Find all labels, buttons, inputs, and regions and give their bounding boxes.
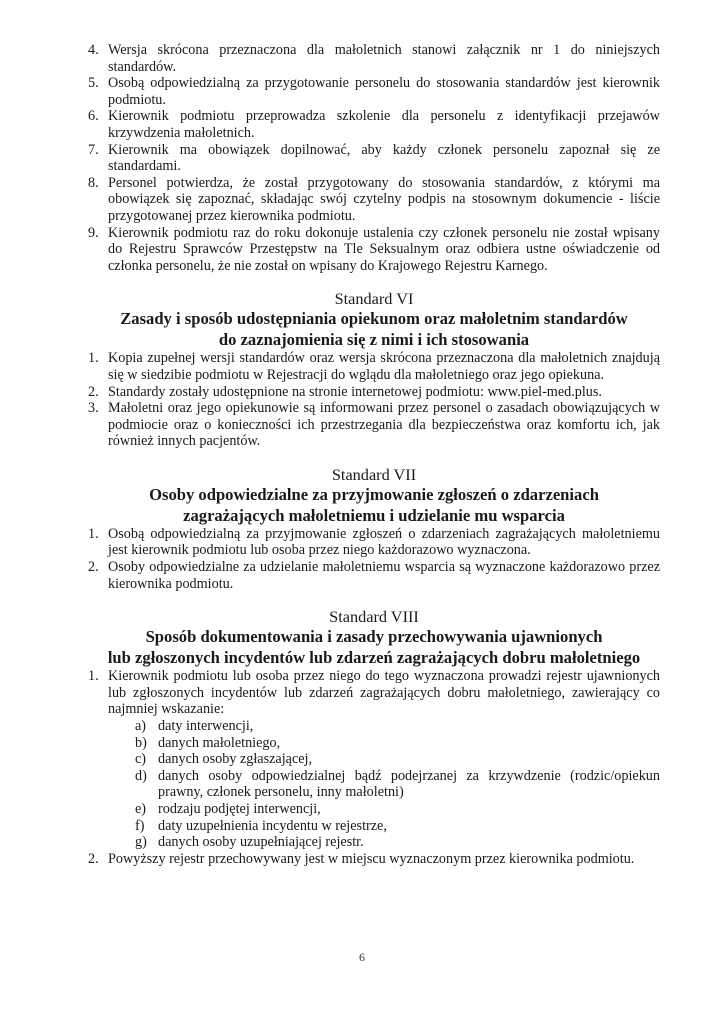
item-letter: a) — [135, 718, 147, 735]
item-text: Kierownik podmiotu lub osoba przez niego do tego wyznaczona prowadzi rejestr ujawnionych lub zgłoszonych incydentów lub zdarzeń zagrażających dobru małoletniego, zawierający co najmniej wskazanie: — [108, 668, 660, 718]
section-heading-line: Zasady i sposób udostępniania opiekunom oraz małoletnim standardów — [120, 309, 628, 329]
item-text: daty interwencji, — [158, 718, 254, 735]
item-letter: g) — [135, 834, 147, 851]
list-item — [88, 108, 660, 141]
section-title: Standard VII — [331, 464, 417, 484]
item-text: Małoletni oraz jego opiekunowie są informowani przez personel o zasadach obowiązujących w podmiocie oraz o konieczności ich przestrzegania dla bezpieczeństwa oraz komfortu ich, jak również innych pacjentów. — [108, 400, 660, 450]
section-heading — [88, 484, 660, 526]
item-text: Kierownik podmiotu przeprowadza szkolenie dla personelu z identyfikacji przejawów krzywdzenia małoletnich. — [108, 108, 660, 141]
page-number: 6 — [359, 950, 365, 964]
list-item — [88, 668, 660, 851]
item-text: Standardy zostały udostępnione na stronie internetowej podmiotu: www.piel-med.plus. — [108, 383, 602, 400]
item-number: 4. — [88, 42, 99, 58]
item-text: Osoby odpowiedzialne za udzielanie małoletniemu wsparcia są wyznaczone każdorazowo przez kierownika podmiotu. — [108, 559, 660, 592]
item-number: 6. — [88, 108, 99, 125]
sub-list-item — [135, 768, 660, 801]
sub-list-item — [135, 718, 660, 735]
item-text: danych osoby zgłaszającej, — [158, 751, 313, 768]
item-number: 7. — [88, 141, 99, 158]
item-letter: b) — [135, 734, 147, 751]
sub-list-item — [135, 834, 660, 851]
list-item — [88, 384, 660, 401]
list-item — [88, 142, 660, 175]
intro-list — [88, 42, 660, 274]
item-text: Osobą odpowiedzialną za przyjmowanie zgłoszeń o zdarzeniach zagrażających małoletniemu jest kierownik podmiotu lub osoba przez niego każdorazowo wyznaczona. — [108, 525, 660, 559]
section-heading-line: zagrażających małoletniemu i udzielanie mu wsparcia — [183, 505, 565, 525]
item-text: Personel potwierdza, że został przygotowany do stosowania standardów, z którymi ma obowiązek się zapoznać, składając swój czytelny podpis na stosownym dokumencie - liście przygotowanej przez kierownika podmiotu. — [108, 174, 660, 224]
list-item — [88, 350, 660, 383]
standard-vi-list — [88, 350, 660, 450]
item-text: danych małoletniego, — [158, 734, 281, 751]
section-heading — [88, 308, 660, 350]
item-number: 1. — [88, 350, 99, 367]
item-number: 3. — [88, 400, 99, 417]
item-text: Kierownik ma obowiązek dopilnować, aby każdy członek personelu zapoznał się ze standardami. — [108, 141, 660, 175]
sub-list-item — [135, 818, 660, 835]
item-number: 1. — [88, 668, 99, 685]
item-number: 2. — [88, 383, 99, 400]
section-title: Standard VI — [334, 289, 414, 309]
list-item — [88, 225, 660, 275]
item-text: danych osoby odpowiedzialnej bądź podejrzanej za krzywdzenie (rodzic/opiekun prawny, członek personelu, inny małoletni) — [158, 767, 660, 801]
section-heading-line: lub zgłoszonych incydentów lub zdarzeń zagrażających dobru małoletniego — [107, 648, 641, 668]
item-number: 2. — [88, 850, 99, 867]
list-item — [88, 559, 660, 592]
list-item — [88, 75, 660, 108]
item-letter: c) — [135, 751, 147, 768]
list-item — [88, 400, 660, 450]
item-number: 5. — [88, 75, 99, 92]
item-number: 8. — [88, 174, 99, 191]
standard-vii-section — [88, 465, 660, 526]
sub-list-item — [135, 735, 660, 752]
standard-viii-section — [88, 607, 660, 668]
item-text: Kopia zupełnej wersji standardów oraz wersja skrócona przeznaczona dla małoletnich znajdują się w siedzibie podmiotu w Rejestracji do wglądu dla małoletniego oraz jego opiekuna. — [108, 350, 660, 383]
list-item — [88, 851, 660, 868]
standard-vi-section — [88, 289, 660, 350]
item-letter: f) — [135, 817, 145, 834]
section-title: Standard VIII — [329, 607, 419, 627]
item-text: Wersja skrócona przeznaczona dla małoletnich stanowi załącznik nr 1 do niniejszych standardów. — [108, 42, 660, 75]
item-text: Powyższy rejestr przechowywany jest w miejscu wyznaczonym przez kierownika podmiotu. — [108, 850, 635, 867]
list-item — [88, 175, 660, 225]
register-fields-list — [108, 718, 660, 851]
list-item — [88, 526, 660, 559]
page-content — [88, 42, 660, 867]
section-heading-line: Osoby odpowiedzialne za przyjmowanie zgłoszeń o zdarzeniach — [149, 484, 599, 504]
sub-list-item — [135, 751, 660, 768]
section-heading — [88, 626, 660, 668]
standard-viii-list — [88, 668, 660, 867]
item-text: danych osoby uzupełniającej rejestr. — [158, 834, 364, 851]
item-text: Osobą odpowiedzialną za przygotowanie personelu do stosowania standardów jest kierownik podmiotu. — [108, 75, 660, 108]
standard-vii-list — [88, 526, 660, 592]
sub-list-item — [135, 801, 660, 818]
section-heading-line: do zaznajomienia się z nimi i ich stosowania — [218, 330, 530, 350]
item-text: Kierownik podmiotu raz do roku dokonuje ustalenia czy członek personelu nie został wpisany do Rejestru Sprawców Przestępstw na Tle Seksualnym oraz odbiera ustne oświadczenie od członka personelu, że nie został on wpisany do Krajowego Rejestru Karnego. — [108, 224, 660, 274]
item-number: 9. — [88, 224, 99, 241]
item-letter: d) — [135, 767, 147, 784]
item-text: rodzaju podjętej interwencji, — [158, 801, 321, 817]
item-number: 1. — [88, 525, 99, 542]
item-letter: e) — [135, 801, 147, 817]
list-item — [88, 42, 660, 75]
section-heading-line: Sposób dokumentowania i zasady przechowywania ujawnionych — [145, 627, 603, 647]
item-number: 2. — [88, 559, 99, 576]
item-text: daty uzupełnienia incydentu w rejestrze, — [158, 817, 387, 834]
